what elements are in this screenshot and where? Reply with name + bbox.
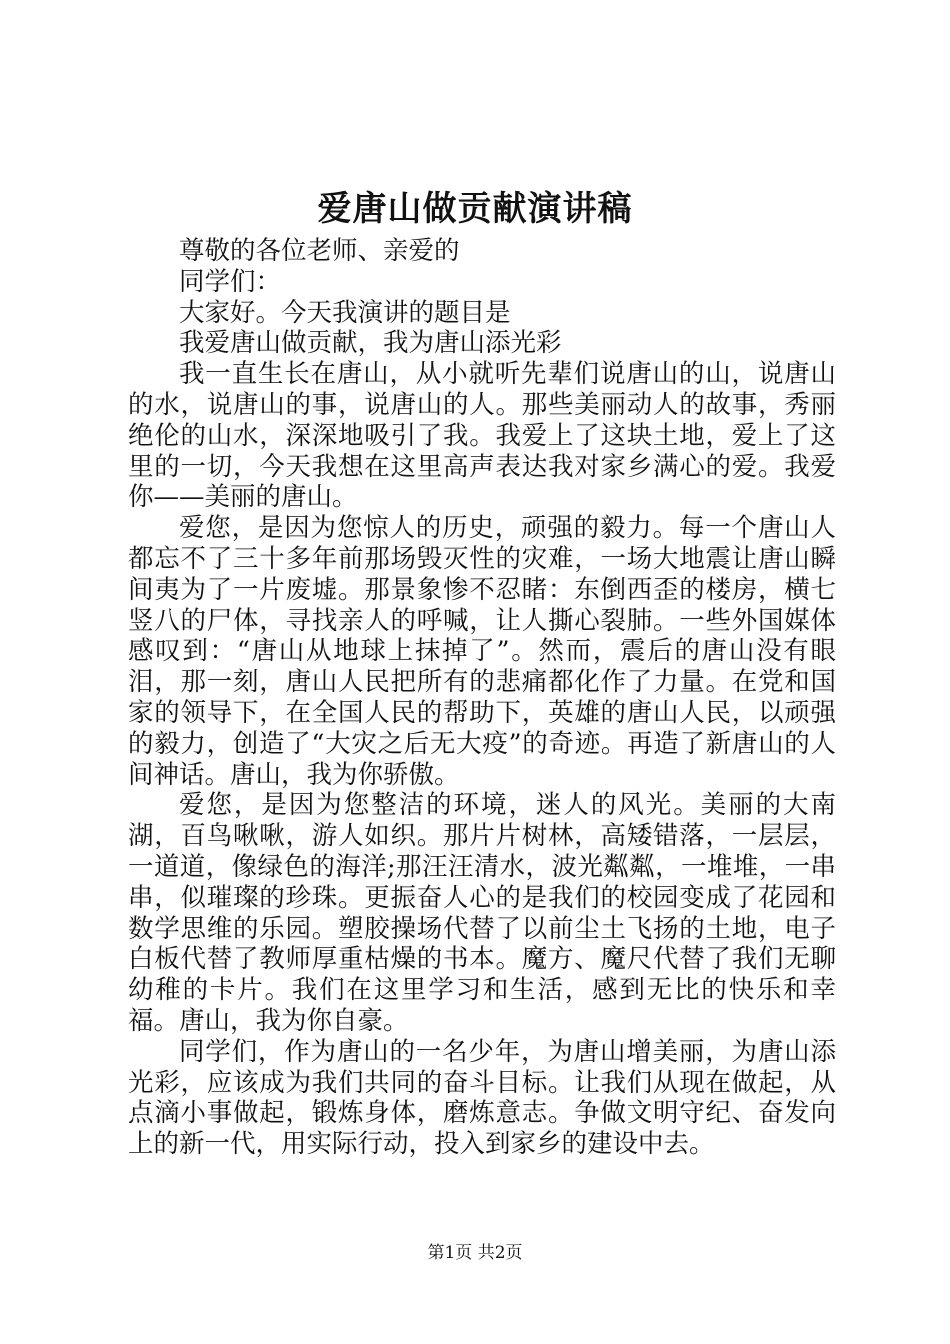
paragraph: 我一直生长在唐山，从小就听先辈们说唐山的山，说唐山的水，说唐山的事，说唐山的人。那些美丽动人的故事，秀丽绝伦的山水，深深地吸引了我。我爱上了这块土地，爱上了这里的一切，今天我想在这里高声表达我对家乡满心的爱。我爱你——美丽的唐山。 xyxy=(128,359,836,513)
salutation-line-1: 尊敬的各位老师、亲爱的 xyxy=(179,236,460,266)
page-footer: 第1页 共2页 xyxy=(427,1243,523,1263)
paragraph: 爱您，是因为您惊人的历史，顽强的毅力。每一个唐山人都忘不了三十多年前那场毁灭性的灾难，一场大地震让唐山瞬间夷为了一片废墟。那景象惨不忍睹：东倒西歪的楼房，横七竖八的尸体，寻找亲人的呼喊，让人撕心裂肺。一些外国媒体感叹到：“唐山从地球上抹掉了”。然而，震后的唐山没有眼泪，那一刻，唐山人民把所有的悲痛都化作了力量。在党和国家的领导下，在全国人民的帮助下，英雄的唐山人民，以顽强的毅力，创造了“大灾之后无大疫”的奇迹。再造了新唐山的人间神话。唐山，我为你骄傲。 xyxy=(128,513,836,790)
document-body xyxy=(128,236,836,1160)
greeting-line: 大家好。今天我演讲的题目是 xyxy=(179,297,511,328)
document-title: 爱唐山做贡献演讲稿 xyxy=(317,189,633,229)
paragraph: 同学们，作为唐山的一名少年，为唐山增美丽，为唐山添光彩，应该成为我们共同的奋斗目标。让我们从现在做起，从点滴小事做起，锻炼身体，磨炼意志。争做文明守纪、奋发向上的新一代，用实际行动，投入到家乡的建设中去。 xyxy=(128,1036,836,1160)
salutation-line-2: 同学们： xyxy=(179,266,282,297)
speech-title-line: 我爱唐山做贡献，我为唐山添光彩 xyxy=(179,328,562,359)
paragraph: 爱您，是因为您整洁的环境，迷人的风光。美丽的大南湖，百鸟啾啾，游人如织。那片片树林，高矮错落，一层层，一道道，像绿色的海洋;那汪汪清水，波光粼粼，一堆堆，一串串，似璀璨的珍珠。更振奋人心的是我们的校园变成了花园和数学思维的乐园。塑胶操场代替了以前尘土飞扬的土地，电子白板代替了教师厚重枯燥的书本。魔方、魔尺代替了我们无聊幼稚的卡片。我们在这里学习和生活，感到无比的快乐和幸福。唐山，我为你自豪。 xyxy=(128,790,836,1036)
